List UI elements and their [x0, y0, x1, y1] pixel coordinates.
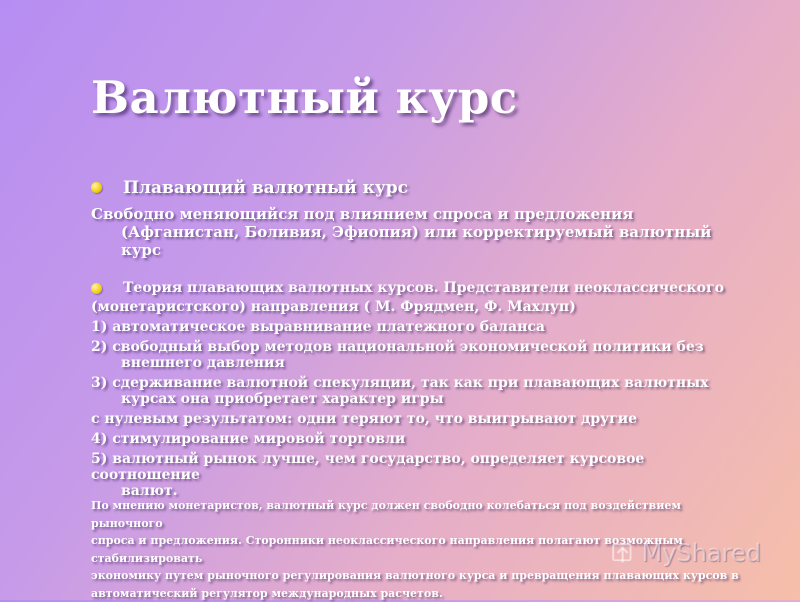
slide-title: Валютный курс	[91, 66, 518, 130]
footnote-line: спроса и предложения. Сторонники неоклассического направления полагают возможным стабилизировать	[91, 532, 751, 567]
bullet-item-theory	[91, 279, 751, 297]
list-item	[91, 451, 751, 499]
list-item-line: с нулевым результатом: одни теряют то, что выигрывают другие	[91, 411, 637, 427]
list-item-line: (монетаристского) направления ( М. Фрядмен, Ф. Махлуп)	[91, 299, 576, 315]
list-item-line: валют.	[91, 483, 751, 499]
theory-list	[91, 299, 751, 503]
footnote-line: По мнению монетаристов, валютный курс должен свободно колебаться под воздействием рыночного	[91, 497, 751, 532]
list-item	[91, 411, 751, 427]
bullet-item-floating-rate	[91, 177, 751, 199]
list-item-line: 5) валютный рынок лучше, чем государство, определяет курсовое соотношение	[91, 451, 644, 483]
list-item	[91, 319, 751, 335]
paragraph-line: курс	[91, 241, 751, 259]
list-item-line: курсах она приобретает характер игры	[91, 391, 751, 407]
footnote-line: автоматический регулятор международных расчетов.	[91, 585, 751, 602]
watermark	[611, 535, 761, 571]
bullet-text: Плавающий валютный курс	[123, 177, 408, 199]
list-item	[91, 299, 751, 315]
list-item-line: 4) стимулирование мировой торговли	[91, 431, 405, 447]
list-item	[91, 431, 751, 447]
footnote-line: экономику путем рыночного регулирования валютного курса и превращения плавающих курсов в	[91, 567, 751, 585]
list-item-line: 2) свободный выбор методов национальной экономической политики без	[91, 339, 704, 355]
watermark-text: MyShared	[642, 539, 761, 567]
list-item-line: внешнего давления	[91, 355, 751, 371]
list-item	[91, 375, 751, 407]
bullet-text: Теория плавающих валютных курсов. Представители неоклассического	[123, 279, 724, 297]
bullet-icon	[91, 283, 102, 294]
bullet-icon	[91, 182, 102, 193]
list-item-line: 1) автоматическое выравнивание платежного баланса	[91, 319, 545, 335]
definition-paragraph	[91, 205, 751, 259]
paragraph-line: Свободно меняющийся под влиянием спроса и предложения	[91, 205, 751, 223]
list-item-line: 3) сдерживание валютной спекуляции, так как при плавающих валютных	[91, 375, 709, 391]
paragraph-line: (Афганистан, Боливия, Эфиопия) или корректируемый валютный	[91, 223, 751, 241]
myshared-logo-icon	[611, 536, 636, 570]
list-item	[91, 339, 751, 371]
